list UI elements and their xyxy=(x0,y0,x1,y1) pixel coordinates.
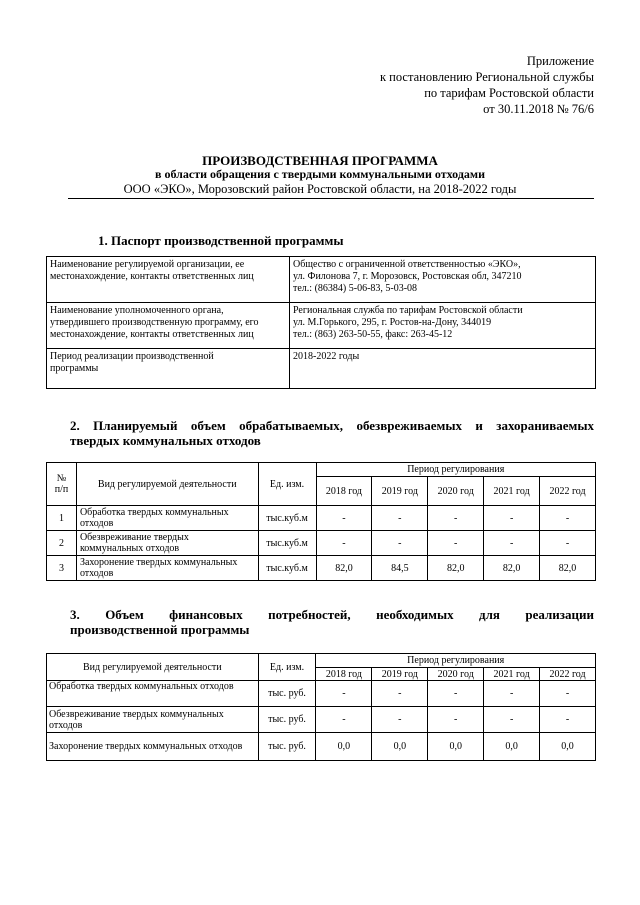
year-header: 2020 год xyxy=(428,477,484,506)
col-num-header xyxy=(47,463,77,506)
heading-word: потребностей, xyxy=(268,607,351,622)
heading-word: реализации xyxy=(525,607,594,622)
row-value: 82,0 xyxy=(316,556,372,581)
row-value: 0,0 xyxy=(372,733,428,761)
row-value: - xyxy=(484,681,540,707)
program-title: ПРОИЗВОДСТВЕННАЯ ПРОГРАММА xyxy=(202,153,438,168)
table-row xyxy=(47,506,596,531)
year-header: 2018 год xyxy=(316,477,372,506)
heading-word: обезвреживаемых xyxy=(356,418,462,433)
row-activity: Захоронение твердых коммунальных отходов xyxy=(47,733,259,761)
row-unit: тыс.куб.м xyxy=(258,531,316,556)
heading-word: необходимых xyxy=(376,607,454,622)
table-row xyxy=(47,707,596,733)
row-value: - xyxy=(428,681,484,707)
row-value: - xyxy=(316,531,372,556)
row-value: 0,0 xyxy=(316,733,372,761)
col-num-line: № xyxy=(56,473,67,484)
row-value: 84,5 xyxy=(372,556,428,581)
row-value: - xyxy=(316,506,372,531)
year-header: 2018 год xyxy=(316,668,372,681)
passport-label-line: программы xyxy=(50,363,99,374)
heading-word: финансовых xyxy=(169,607,243,622)
heading-line-2: производственной программы xyxy=(70,622,250,637)
row-value: - xyxy=(484,531,540,556)
passport-value-line: ул. М.Горького, 295, г. Ростов-на-Дону, 344019 xyxy=(293,317,492,328)
row-value: - xyxy=(372,681,428,707)
row-value: - xyxy=(540,506,596,531)
annex-line-1: Приложение xyxy=(526,54,594,68)
passport-table xyxy=(46,256,596,389)
section2-heading xyxy=(70,418,594,448)
col-unit-header: Ед. изм. xyxy=(258,463,316,506)
row-activity: Обработка твердых коммунальных отходов xyxy=(47,681,259,707)
row-num: 3 xyxy=(47,556,77,581)
row-unit: тыс. руб. xyxy=(258,707,316,733)
row-unit: тыс. руб. xyxy=(258,733,316,761)
row-value: - xyxy=(316,681,372,707)
row-value: 82,0 xyxy=(428,556,484,581)
heading-word: 3. xyxy=(70,607,80,622)
finance-table xyxy=(46,653,596,761)
col-activity-header: Вид регулируемой деятельности xyxy=(47,654,259,681)
passport-value-line: тел.: (863) 263-50-55, факс: 263-45-12 xyxy=(293,329,453,340)
heading-word: объем xyxy=(190,418,226,433)
row-activity: Захоронение твердых коммунальных отходов xyxy=(76,556,258,581)
annex-line-2: к постановлению Региональной службы xyxy=(379,70,594,84)
passport-value xyxy=(290,349,596,389)
passport-label-line: местонахождение, контакты ответственных лиц xyxy=(50,271,254,282)
heading-word: Планируемый xyxy=(93,418,178,433)
year-header: 2020 год xyxy=(428,668,484,681)
passport-row xyxy=(47,349,596,389)
program-subtitle: в области обращения с твердыми коммунальными отходами xyxy=(154,167,485,181)
row-value: - xyxy=(540,531,596,556)
row-value: - xyxy=(540,707,596,733)
row-value: - xyxy=(428,531,484,556)
row-unit: тыс. руб. xyxy=(258,681,316,707)
passport-label-line: местонахождение, контакты ответственных лиц xyxy=(50,329,254,340)
row-value: 0,0 xyxy=(540,733,596,761)
row-value: - xyxy=(372,506,428,531)
col-period-header: Период регулирования xyxy=(316,654,596,668)
passport-label xyxy=(47,257,290,303)
col-activity-header: Вид регулируемой деятельности xyxy=(76,463,258,506)
passport-label-line: Период реализации производственной xyxy=(50,351,214,362)
section3-heading xyxy=(70,607,594,637)
program-org-line: ООО «ЭКО», Морозовский район Ростовской области, на 2018-2022 годы xyxy=(123,182,517,196)
col-unit-header: Ед. изм. xyxy=(258,654,316,681)
passport-value-line: 2018-2022 годы xyxy=(293,351,360,362)
row-value: - xyxy=(372,707,428,733)
passport-value-line: ул. Филонова 7, г. Морозовск, Ростовская обл, 347210 xyxy=(293,271,522,282)
row-num: 1 xyxy=(47,506,77,531)
table-row xyxy=(47,681,596,707)
row-activity: Обработка твердых коммунальных отходов xyxy=(76,506,258,531)
year-header: 2019 год xyxy=(372,668,428,681)
passport-row xyxy=(47,257,596,303)
heading-word: Объем xyxy=(105,607,144,622)
passport-value xyxy=(290,257,596,303)
volume-table xyxy=(46,462,596,581)
year-header: 2021 год xyxy=(484,477,540,506)
row-value: 0,0 xyxy=(428,733,484,761)
row-value: 0,0 xyxy=(484,733,540,761)
row-activity: Обезвреживание твердых коммунальных отходов xyxy=(76,531,258,556)
section1-heading: 1. Паспорт производственной программы xyxy=(98,233,344,248)
row-activity: Обезвреживание твердых коммунальных отходов xyxy=(47,707,259,733)
col-num-line: п/п xyxy=(54,484,69,495)
passport-value-line: тел.: (86384) 5-06-83, 5-03-08 xyxy=(293,283,418,294)
annex-block xyxy=(340,53,594,117)
passport-label-line: Наименование регулируемой организации, ее xyxy=(50,259,245,270)
table-row xyxy=(47,556,596,581)
heading-word: 2. xyxy=(70,418,80,433)
row-value: - xyxy=(540,681,596,707)
col-period-header: Период регулирования xyxy=(316,463,596,477)
year-header: 2021 год xyxy=(484,668,540,681)
heading-word: и xyxy=(475,418,483,433)
row-value: 82,0 xyxy=(540,556,596,581)
table-row xyxy=(47,733,596,761)
passport-label-line: Наименование уполномоченного органа, xyxy=(50,305,224,316)
row-value: - xyxy=(484,707,540,733)
year-header: 2022 год xyxy=(540,477,596,506)
row-value: - xyxy=(484,506,540,531)
title-divider xyxy=(68,198,594,199)
heading-line-2: твердых коммунальных отходов xyxy=(70,433,261,448)
passport-label xyxy=(47,303,290,349)
passport-row xyxy=(47,303,596,349)
row-value: - xyxy=(428,707,484,733)
row-unit: тыс.куб.м xyxy=(258,506,316,531)
passport-value-line: Региональная служба по тарифам Ростовской области xyxy=(293,305,523,316)
passport-label-line: утвердившего производственную программу, его xyxy=(50,317,259,328)
table-row xyxy=(47,531,596,556)
passport-value-line: Общество с ограниченной ответственностью «ЭКО», xyxy=(293,259,521,270)
passport-value xyxy=(290,303,596,349)
row-value: - xyxy=(372,531,428,556)
row-num: 2 xyxy=(47,531,77,556)
year-header: 2019 год xyxy=(372,477,428,506)
annex-line-3: по тарифам Ростовской области xyxy=(424,86,594,100)
passport-label xyxy=(47,349,290,389)
row-value: - xyxy=(316,707,372,733)
row-value: 82,0 xyxy=(484,556,540,581)
heading-word: захораниваемых xyxy=(496,418,594,433)
annex-line-4: от 30.11.2018 № 76/6 xyxy=(483,102,594,116)
heading-word: обрабатываемых, xyxy=(239,418,344,433)
row-unit: тыс.куб.м xyxy=(258,556,316,581)
row-value: - xyxy=(428,506,484,531)
heading-word: для xyxy=(479,607,500,622)
year-header: 2022 год xyxy=(540,668,596,681)
